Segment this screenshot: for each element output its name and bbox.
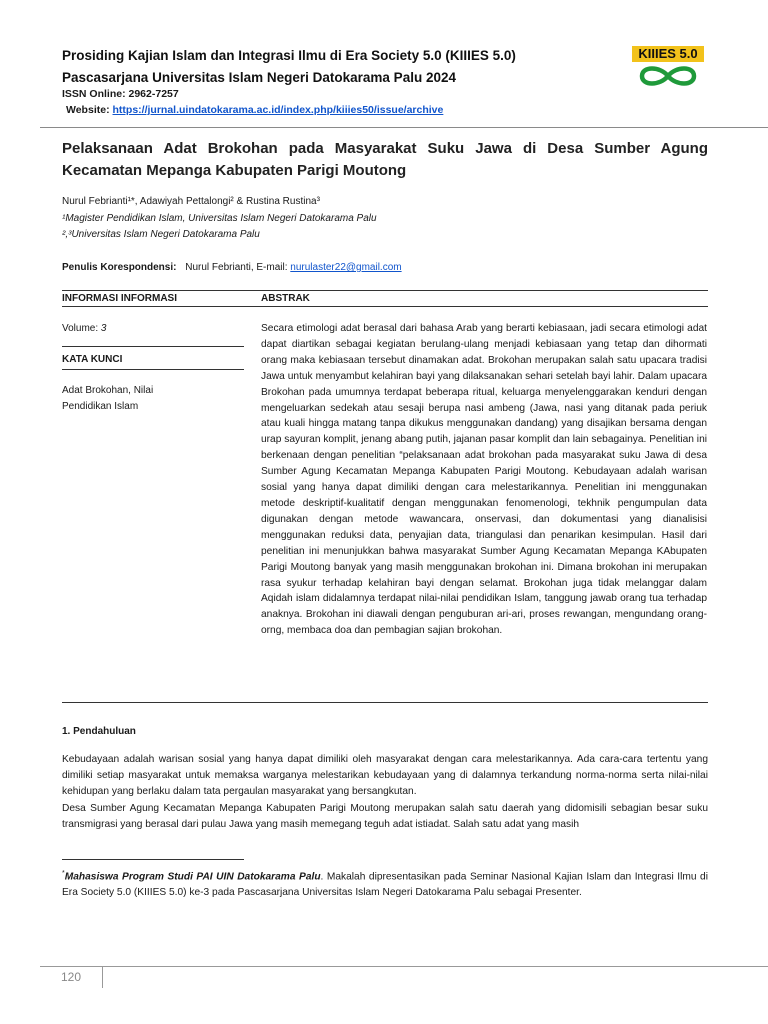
website-label: Website: [66, 104, 110, 116]
footnote [62, 866, 708, 901]
page-number-divider [102, 966, 103, 988]
table-bottom-rule [62, 702, 708, 703]
volume: Volume: 3 [62, 323, 107, 334]
corr-text: Nurul Febrianti, E-mail: [185, 262, 288, 273]
footnote-mark: * [62, 870, 65, 877]
logo-text: KIIIES 5.0 [638, 46, 698, 61]
paragraph-1: Kebudayaan adalah warisan sosial yang hanya dapat dimiliki oleh masyarakat dengan cara melestarikannya. Ada cara-cara tertentu yang dimiliki setiap masyarakat untuk memaksa warganya melestarikan kebudayaan yang di dalamnya terkandung norma-norma serta nilai-nilai kehidupan yang berlaku dalam tata pergaulan masyarakat yang bersangkutan. [62, 754, 708, 797]
proceedings-title: Prosiding Kajian Islam dan Integrasi Ilmu di Era Society 5.0 (KIIIES 5.0) [62, 48, 516, 63]
section-heading: 1. Pendahuluan [62, 726, 136, 737]
volume-rule [62, 346, 244, 347]
table-top-rule [62, 290, 708, 291]
header-divider [40, 127, 768, 128]
affiliation-2: ²,³Universitas Islam Negeri Datokarama Palu [62, 229, 260, 240]
authors: Nurul Febrianti¹*, Adawiyah Pettalongi² & Rustina Rustina³ [62, 196, 320, 207]
website-line [66, 104, 443, 116]
keywords: Adat Brokohan, Nilai Pendidikan Islam [62, 385, 154, 412]
page-number-rule [40, 966, 768, 967]
volume-label: Volume [62, 323, 96, 334]
article-title: Pelaksanaan Adat Brokohan pada Masyarakat Suku Jawa di Desa Sumber Agung Kecamatan Mepanga Kabupaten Parigi Moutong [62, 140, 708, 179]
corr-label: Penulis Korespondensi: [62, 262, 177, 273]
infinity-icon [632, 62, 704, 90]
corresponding-author [62, 262, 402, 273]
proceedings-institution: Pascasarjana Universitas Islam Negeri Datokarama Palu 2024 [62, 70, 456, 85]
issn: ISSN Online: 2962-7257 [62, 88, 179, 100]
section-body [62, 752, 708, 834]
website-link[interactable]: https://jurnal.uindatokarama.ac.id/index.php/kiiies50/issue/archive [112, 104, 444, 116]
kiiies-logo [632, 46, 704, 90]
corr-email-link[interactable]: nurulaster22@gmail.com [290, 262, 402, 273]
keywords-heading: KATA KUNCI [62, 354, 123, 365]
footnote-rule [62, 859, 244, 860]
abstract-heading: ABSTRAK [261, 293, 310, 304]
table-header-rule [62, 306, 708, 307]
footnote-lead: Mahasiswa Program Studi PAI UIN Datokarama Palu [64, 871, 321, 883]
volume-value: 3 [100, 323, 107, 334]
page-number: 120 [60, 970, 82, 984]
affiliation-1: ¹Magister Pendidikan Islam, Universitas Islam Negeri Datokarama Palu [62, 213, 377, 224]
paragraph-2: Desa Sumber Agung Kecamatan Mepanga Kabupaten Parigi Moutong merupakan salah satu daerah yang didomisili sebagian besar suku transmigrasi yang berasal dari pulau Jawa yang masih memegang teguh adat istiadat. Salah satu adat yang masih [62, 803, 708, 830]
footnote-text: . Makalah dipresentasikan pada Seminar Nasional Kajian Islam dan Integrasi Ilmu di Era Society 5.0 (KIIIES 5.0) ke-3 pada Pascasarjana Universitas Islam Negeri Datokarama Palu sebagai Presenter. [62, 871, 708, 899]
keywords-rule [62, 369, 244, 370]
info-heading: INFORMASI INFORMASI [62, 293, 177, 304]
abstract-text: Secara etimologi adat berasal dari bahasa Arab yang berarti kebiasaan, jadi secara etimologi adat dapat diartikan sebagai kegiatan berulang-ulang menjadi kebiasaan yang tetap dan dihormati orang maka kebiasaan tersebut dinamakan adat. Brokohan merupakan salah satu upacara tradisi Jawa untuk menyambut kelahiran bayi yang dilaksanakan sehari setelah bayi lahir. Dalam upacara Brokohan pada umumnya terdapat beberapa ritual, keluarga menyelenggarakan kenduri dengan mengeluarkan sedekah atau sesaji berupa nasi ambeng (Jawa, nasi yang ditanak pada periuk atau kuali hingga matang tanpa dikukus menggunakan dandang) yang disajikan bersama dengan urap sayuran komplit, jenang abang putih, jajanan pasar komplit dan lain sebagainya. Penelitian ini berkenaan dengan penelitian “pelaksanaan adat brokohan pada masyarakat suku Jawa di desa Sumber Agung Kecamatan Mepanga Kabupaten Parigi Moutong. Kebudayaan adalah warisan sosial yang hanya dapat dimiliki dengan cara melestarikannya. Penelitian ini menggunakan metode deskriptif-kualitatif dengan menggunakan fenomenologi, tekhnik pengumpulan data digunakan dengan metode wawancara, onservasi, dan dokumentasi yang dianalisisi menggunakan reduksi data, penyajian data, triangulasi dan penarikan kesimpulan. Hasil dari penelitian ini menunjukkan bahwa masyarakat Sumber Agung Kecamatan Mepanga KAbupaten Parigi Moutong banyak yang masih menggunakan brokohan ini. Dimana brokohan ini merupakan rasa syukur terhadap kelahiran bayi dengan selamat. Brokohan juga tidak melanggar dalam Aqidah islam didalamnya terdapat nilai-nilai pendidikan Islam, tanggung jawab orang tua terhadap anaknya. Brokohan ini diawali dengan penguburan ari-ari, proses rewangan, mengundang orang-orng, membaca doa dan pembagian sajian brokohan. [261, 323, 707, 637]
